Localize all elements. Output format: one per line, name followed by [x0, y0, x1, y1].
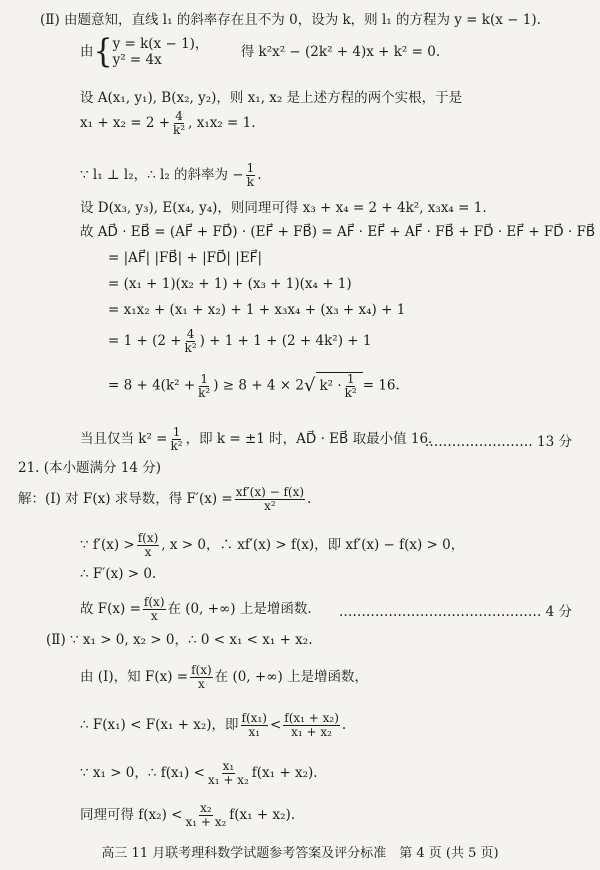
fraction-numerator: 1 — [346, 372, 355, 386]
q21-part2-line-3 — [80, 712, 346, 739]
dot-product-line-1: 故 AD⃗ · EB⃗ = (AF⃗ + FD⃗) · (EF⃗ + FB⃗) = AF⃗ · EF⃗ + AF⃗ · FB⃗ + FD⃗ · EF⃗ + FD⃗ · FB⃗ — [80, 224, 596, 240]
fraction — [283, 712, 340, 739]
fraction-denominator: k² — [198, 385, 211, 400]
sum-prefix: x₁ + x₂ = 2 + — [80, 115, 171, 131]
q21-increasing — [80, 596, 312, 623]
cond-suffix: , x > 0，∴ xf′(x) > f(x)，即 xf′(x) − f(x) > 0， — [161, 537, 465, 553]
dot-product-line-6 — [108, 372, 400, 400]
dot6-suffix: = 16. — [362, 377, 400, 394]
score-13: …………………… 13 分 — [424, 434, 572, 450]
q21-part2-line-5 — [80, 802, 295, 829]
q21-solution-derivative — [18, 486, 311, 513]
dot5-prefix: = 1 + (2 + — [108, 333, 182, 349]
dot5-suffix: ) + 1 + 1 + (2 + 4k²) + 1 — [199, 333, 372, 349]
q21-part2-line-1: (Ⅱ) ∵ x₁ > 0, x₂ > 0，∴ 0 < x₁ < x₁ + x₂. — [46, 632, 313, 648]
brace-glyph: { — [93, 32, 113, 71]
fraction-numerator: f(x) — [143, 595, 165, 609]
part2-intro: (Ⅱ) 由题意知，直线 l₁ 的斜率存在且不为 0，设为 k，则 l₁ 的方程为 y = k(x − 1). — [40, 12, 541, 28]
perpendicular-line — [80, 162, 262, 189]
system-eq-1: y = k(x − 1)， — [112, 36, 209, 52]
fraction-numerator: f(x) — [191, 663, 212, 677]
root-sum-line — [80, 110, 256, 137]
fraction-numerator: f(x₁ + x₂) — [284, 711, 339, 725]
equality-condition — [80, 426, 432, 453]
fraction-denominator: x — [197, 677, 205, 691]
fraction — [197, 373, 211, 400]
fraction-denominator: k² — [344, 386, 357, 400]
sol-prefix: 解：(Ⅰ) 对 F(x) 求导数，得 F′(x) = — [18, 491, 233, 507]
sqrt-term: k² · — [319, 378, 342, 394]
fraction — [190, 664, 213, 691]
equation-system — [80, 32, 441, 71]
fraction — [207, 760, 250, 787]
dot6-mid: ) ≥ 8 + 4 × 2 — [213, 377, 304, 394]
fraction-numerator: f(x) — [137, 531, 159, 545]
dot-product-line-5 — [108, 328, 371, 355]
fraction-denominator: x₁ + x₂ — [185, 815, 227, 829]
fraction-denominator: k² — [170, 439, 183, 453]
dot-product-line-3: = (x₁ + 1)(x₂ + 1) + (x₃ + 1)(x₄ + 1) — [108, 276, 352, 292]
p2-l3-suffix: . — [341, 717, 347, 733]
q21-condition — [80, 532, 464, 559]
system-eq-2: y² = 4x — [112, 52, 162, 68]
p2-l3-prefix: ∴ F(x₁) < F(x₁ + x₂)，即 — [80, 717, 239, 733]
fraction-denominator: k — [246, 175, 255, 189]
fraction — [184, 328, 198, 355]
q21-heading: 21. (本小题满分 14 分) — [18, 460, 162, 476]
set-points-de: 设 D(x₃, y₃), E(x₄, y₄)，则同理可得 x₃ + x₄ = 2 + 4k², x₃x₄ = 1. — [80, 200, 487, 216]
p2-l2-prefix: 由 (Ⅰ)，知 F(x) = — [80, 669, 189, 685]
inc-prefix: 故 F(x) = — [80, 601, 141, 617]
fraction-denominator: x₁ + x₂ — [207, 773, 249, 787]
perp-prefix: ∵ l₁ ⊥ l₂，∴ l₂ 的斜率为 − — [80, 167, 244, 183]
q21-derivative-positive: ∴ F′(x) > 0. — [80, 566, 157, 582]
dot6-prefix: = 8 + 4(k² + — [108, 377, 196, 394]
fraction — [344, 373, 358, 400]
fraction-denominator: x — [150, 609, 158, 623]
fraction-numerator: x₁ — [222, 759, 235, 773]
inc-suffix: 在 (0, +∞) 上是增函数. — [167, 601, 312, 617]
fraction — [143, 596, 166, 623]
p2-l4-prefix: ∵ x₁ > 0，∴ f(x₁) < — [80, 765, 205, 781]
fraction-numerator: 4 — [175, 109, 183, 123]
p2-l4-suffix: f(x₁ + x₂). — [251, 765, 318, 781]
fraction-numerator: x₂ — [200, 801, 212, 815]
sol-suffix: . — [307, 491, 312, 507]
sqrt-radicand — [316, 372, 362, 400]
fraction — [137, 532, 160, 559]
fraction-numerator: f(x₁) — [241, 711, 267, 725]
fraction — [235, 486, 305, 513]
system-prefix: 由 — [80, 43, 94, 60]
fraction-denominator: k² — [184, 341, 197, 355]
p2-l2-suffix: 在 (0, +∞) 上是增函数， — [214, 669, 369, 685]
fraction-denominator: x₁ + x₂ — [291, 725, 332, 739]
set-points-ab: 设 A(x₁, y₁), B(x₂, y₂)，则 x₁, x₂ 是上述方程的两个实根，于是 — [80, 90, 463, 106]
p2-l5-suffix: f(x₁ + x₂). — [229, 807, 296, 823]
fraction-numerator: 1 — [172, 425, 181, 439]
fraction-denominator: k² — [173, 123, 186, 137]
system-equations — [113, 36, 209, 68]
eq-prefix: 当且仅当 k² = — [80, 431, 168, 447]
less-than: < — [269, 717, 282, 733]
sqrt-sign: √ — [303, 375, 316, 396]
q21-part2-line-4 — [80, 760, 318, 787]
fraction-denominator: x² — [264, 499, 276, 513]
fraction-numerator: 1 — [200, 371, 208, 386]
fraction — [241, 712, 268, 739]
fraction-numerator: xf′(x) − f(x) — [235, 485, 305, 499]
sum-suffix: , x₁x₂ = 1. — [188, 115, 256, 131]
q21-part2-line-2 — [80, 664, 368, 691]
cond-prefix: ∵ f′(x) > — [80, 537, 135, 553]
page-footer: 高三 11 月联考理科数学试题参考答案及评分标准 第 4 页 (共 5 页) — [101, 846, 499, 861]
p2-l5-prefix: 同理可得 f(x₂) < — [80, 807, 183, 823]
fraction-denominator: x₁ — [248, 725, 261, 739]
eq-suffix: ，即 k = ±1 时，AD⃗ · EB⃗ 取最小值 16. — [185, 431, 433, 447]
fraction — [246, 162, 256, 189]
fraction-numerator: 1 — [246, 161, 255, 175]
fraction — [184, 802, 227, 829]
fraction — [172, 110, 186, 137]
dot-product-line-2: = |AF⃗| |FB⃗| + |FD⃗| |EF⃗| — [108, 250, 262, 266]
fraction-denominator: x — [144, 545, 152, 559]
system-result: 得 k²x² − (2k² + 4)x + k² = 0. — [240, 43, 441, 60]
dot-product-line-4: = x₁x₂ + (x₁ + x₂) + 1 + x₃x₄ + (x₃ + x₄) + 1 — [108, 302, 406, 318]
perp-suffix: . — [257, 167, 262, 183]
fraction-numerator: 4 — [186, 327, 195, 341]
score-4: ……………………………………… 4 分 — [338, 604, 572, 620]
fraction — [170, 426, 184, 453]
